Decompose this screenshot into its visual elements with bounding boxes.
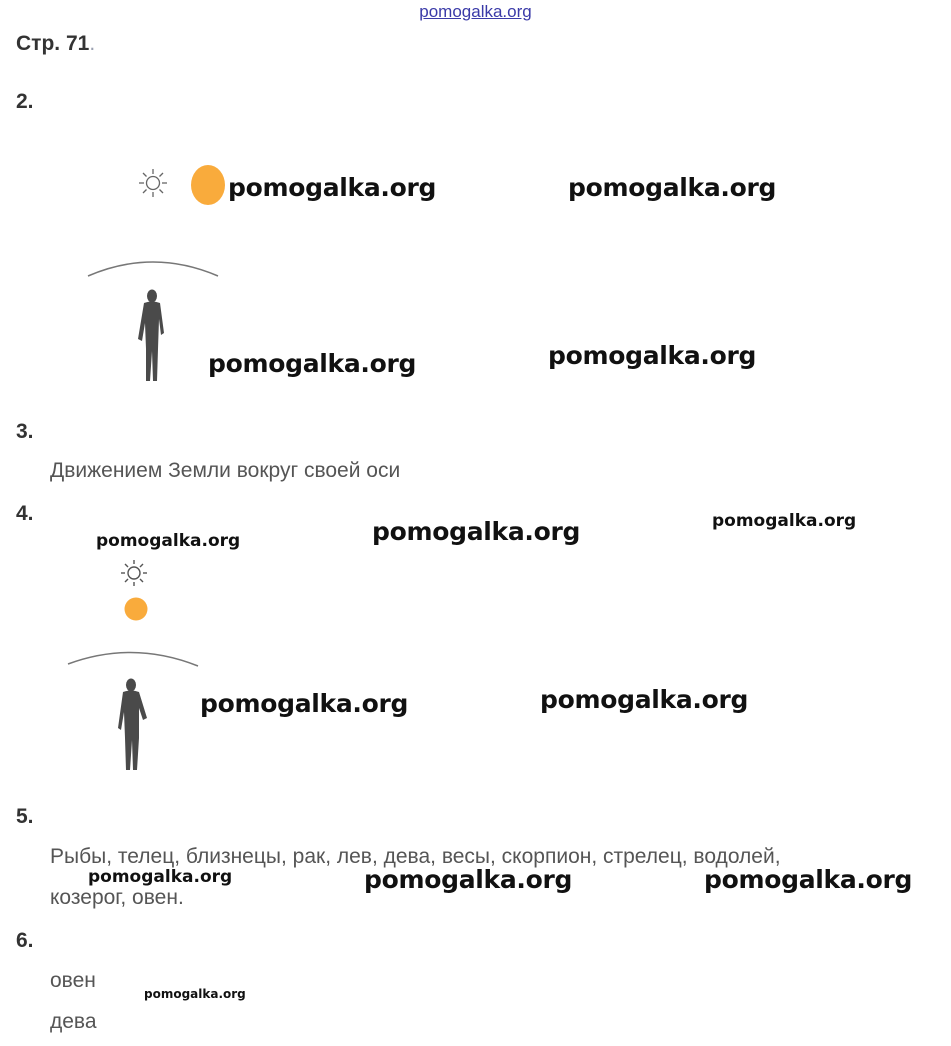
- page-title-dot: .: [89, 32, 96, 55]
- sky-arc: [66, 646, 200, 670]
- sun-outline-icon: [137, 167, 169, 199]
- person-silhouette-icon: [115, 678, 155, 774]
- watermark: pomogalka.org: [540, 685, 749, 714]
- watermark: pomogalka.org: [568, 173, 777, 202]
- watermark: pomogalka.org: [200, 689, 409, 718]
- watermark: pomogalka.org: [208, 349, 417, 378]
- watermark: pomogalka.org: [372, 517, 581, 546]
- site-link[interactable]: pomogalka.org: [419, 2, 532, 21]
- sun-filled-icon: [124, 597, 148, 621]
- sky-arc: [86, 256, 220, 280]
- person-silhouette-icon: [134, 289, 174, 385]
- question-3-number: 3.: [16, 420, 34, 443]
- question-3-answer: Движением Земли вокруг своей оси: [50, 459, 401, 482]
- watermark: pomogalka.org: [704, 865, 913, 894]
- page-title: [16, 32, 95, 56]
- question-5-answer-line1: Рыбы, телец, близнецы, рак, лев, дева, весы, скорпион, стрелец, водолей,: [50, 845, 781, 868]
- watermark: pomogalka.org: [548, 341, 757, 370]
- question-6-answer-line2: дева: [50, 1010, 97, 1033]
- sun-outline-icon: [118, 558, 150, 588]
- watermark: pomogalka.org: [96, 531, 241, 551]
- question-2-number: 2.: [16, 90, 34, 113]
- question-6-answer-line1: овен: [50, 969, 96, 992]
- question-4-number: 4.: [16, 502, 34, 525]
- watermark: pomogalka.org: [364, 865, 573, 894]
- watermark: pomogalka.org: [88, 867, 233, 887]
- question-5-number: 5.: [16, 805, 34, 828]
- watermark: pomogalka.org: [144, 987, 246, 1001]
- question-6-number: 6.: [16, 929, 34, 952]
- sun-filled-icon: [189, 164, 227, 206]
- question-5-answer-line2: козерог, овен.: [50, 886, 184, 909]
- watermark: pomogalka.org: [712, 511, 857, 531]
- watermark: pomogalka.org: [228, 173, 437, 202]
- page-title-text: Стр. 71: [16, 32, 90, 55]
